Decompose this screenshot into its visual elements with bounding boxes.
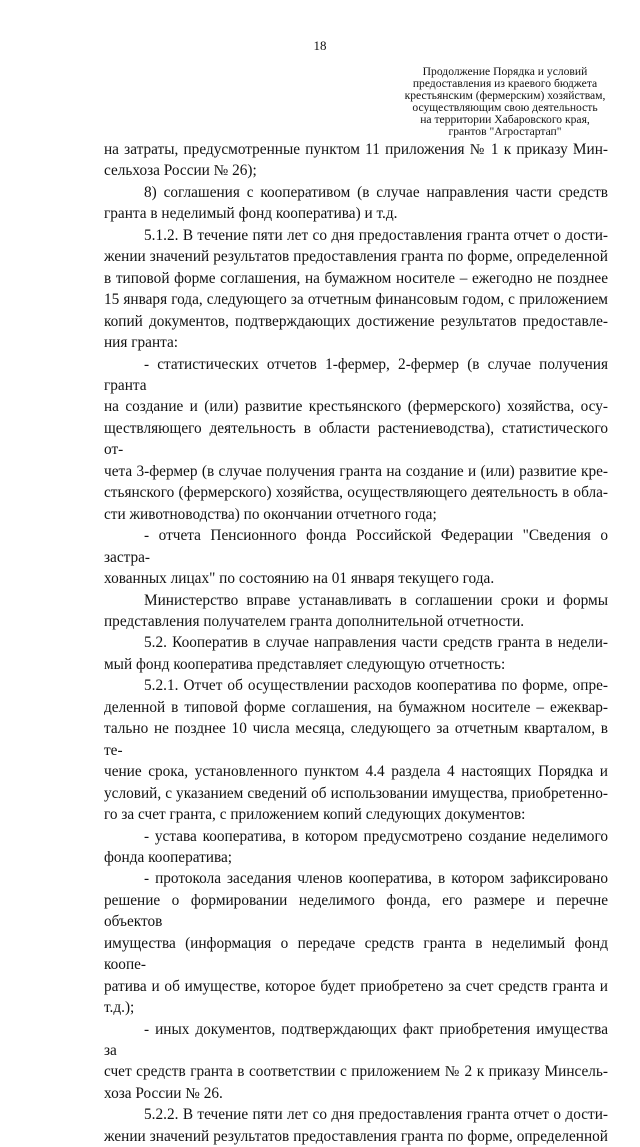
paragraph-line: сти животноводства) по окончании отчетного года; (104, 505, 437, 523)
paragraph-line: ратива и об имуществе, которое будет приобретено за счет средств гранта и (104, 977, 608, 995)
paragraph-line: гранта в неделимый фонд кооператива) и т.д. (104, 205, 398, 223)
header-line: предоставления из краевого бюджета (412, 77, 598, 90)
paragraph-line: имущества (информация о передаче средств гранта в неделимый фонд коопе- (104, 934, 608, 974)
paragraph-line: хованных лицах" по состоянию на 01 января текущего года. (104, 570, 495, 588)
paragraph-line: ния гранта: (104, 334, 179, 352)
paragraph-line: чета 3-фермер (в случае получения гранта на создание и (или) развитие кре- (104, 462, 608, 480)
paragraph-line: 5.1.2. В течение пяти лет со дня предоставления гранта отчет о дости- (144, 226, 608, 244)
paragraph-line: счет средств гранта в соответствии с приложением № 2 к приказу Минсель- (104, 1063, 608, 1081)
header-line: Продолжение Порядка и условий (422, 65, 588, 78)
paragraph-line: деленной в типовой форме соглашения, на бумажном носителе – ежеквар- (104, 698, 608, 716)
paragraph-line: - отчета Пенсионного фонда Российской Федерации "Сведения о застра- (104, 527, 608, 566)
page-number: 18 (313, 38, 327, 53)
header-line: на территории Хабаровского края, (420, 113, 590, 126)
paragraph-line: сельхоза России № 26); (104, 162, 257, 180)
paragraph-line: фонда кооператива; (104, 848, 233, 866)
paragraph-line: 15 января года, следующего за отчетным финансовым годом, с приложением (104, 291, 608, 309)
paragraph-line: мый фонд кооператива представляет следующую отчетность: (104, 655, 506, 673)
paragraph-line: условий, с указанием сведений об использовании имущества, приобретенно- (104, 784, 608, 802)
paragraph-line: ществляющего деятельность в области растениеводства), статистического от- (104, 419, 608, 459)
paragraph-line: представления получателем гранта дополнительной отчетности. (104, 612, 525, 630)
paragraph-line: копий документов, подтверждающих достижение результатов предоставле- (104, 312, 608, 330)
paragraph-line: т.д.); (104, 999, 135, 1017)
paragraph-line: жении значений результатов предоставления гранта по форме, определенной (104, 1127, 608, 1145)
paragraph-line: стьянского (фермерского) хозяйства, осуществляющего деятельность в обла- (104, 484, 608, 502)
paragraph-line: тально не позднее 10 числа месяца, следующего за отчетным кварталом, в те- (104, 720, 608, 759)
paragraph-line: 5.2.2. В течение пяти лет со дня предоставления гранта отчет о дости- (144, 1106, 608, 1124)
paragraph-line: жении значений результатов предоставления гранта по форме, определенной (104, 248, 608, 266)
paragraph-line: на затраты, предусмотренные пунктом 11 приложения № 1 к приказу Мин- (104, 141, 608, 158)
paragraph-line: Министерство вправе устанавливать в соглашении сроки и формы (144, 591, 608, 609)
paragraph-line: хоза России № 26. (104, 1084, 223, 1102)
header-line: крестьянским (фермерским) хозяйствам, (404, 89, 606, 102)
paragraph-line: решение о формировании неделимого фонда, его размере и перечне объектов (104, 891, 608, 931)
header-line: грантов "Агростартап" (448, 125, 562, 138)
paragraph-line: 8) соглашения с кооперативом (в случае направления части средств (144, 183, 608, 201)
paragraph-line: - статистических отчетов 1-фермер, 2-фермер (в случае получения гранта (104, 355, 608, 394)
paragraph-line: - протокола заседания членов кооператива, в котором зафиксировано (144, 870, 608, 888)
paragraph-line: 5.2.1. Отчет об осуществлении расходов кооператива по форме, опре- (144, 677, 608, 695)
paragraph-line: чение срока, установленного пунктом 4.4 раздела 4 настоящих Порядка и (104, 763, 608, 781)
paragraph-line: на создание и (или) развитие крестьянского (фермерского) хозяйства, осу- (104, 398, 608, 416)
running-header (392, 66, 618, 138)
paragraph-line: - иных документов, подтверждающих факт приобретения имущества за (104, 1020, 608, 1060)
paragraph-line: 5.2. Кооператив в случае направления части средств гранта в недели- (144, 634, 608, 652)
paragraph-line: в типовой форме соглашения, на бумажном носителе – ежегодно не позднее (104, 269, 608, 287)
paragraph-line: го за счет гранта, с приложением копий следующих документов: (104, 806, 526, 824)
header-line: осуществляющим свою деятельность (412, 101, 598, 114)
document-body (104, 139, 608, 1147)
paragraph-line: - устава кооператива, в котором предусмотрено создание неделимого (144, 827, 608, 845)
